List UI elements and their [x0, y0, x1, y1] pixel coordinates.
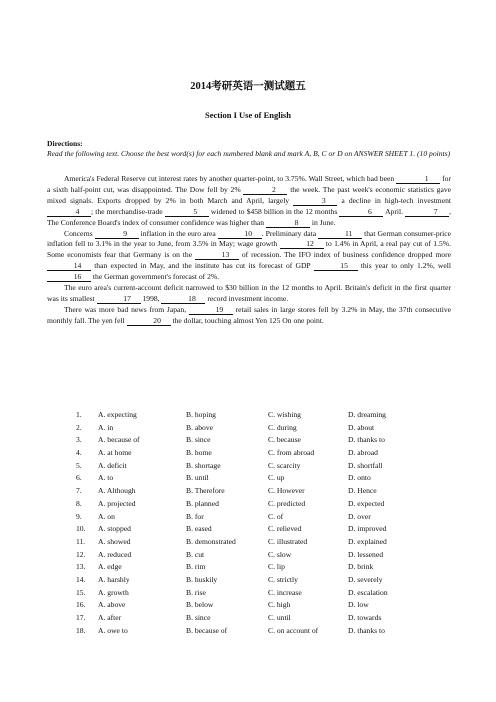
option-number: 10. [76, 524, 86, 534]
passage-text: retail sales in large stores fell by 3.2% in May, the 37th consecutive monthly fall. The yen fell [47, 304, 451, 325]
option-row [76, 549, 408, 562]
option-number: 18. [76, 625, 86, 635]
blank-19: 19 [189, 305, 233, 315]
passage-text: . Preliminary data [261, 228, 319, 238]
option-a: A. growth [98, 587, 129, 597]
option-d: D. thanks to [348, 435, 385, 445]
blank-16: 16 [47, 272, 91, 282]
passage-text: ; the merchandise-trade [91, 206, 165, 216]
option-a: A. projected [98, 498, 136, 508]
option-number: 15. [76, 587, 86, 597]
passage-text: April. [383, 206, 406, 216]
blank-8: 8 [266, 218, 310, 228]
option-b: B. rim [186, 562, 206, 572]
option-b: B. eased [186, 524, 212, 534]
option-c: C. until [268, 613, 291, 622]
blank-1: 1 [396, 174, 440, 184]
option-c: C. on account of [268, 625, 319, 635]
blank-6: 6 [339, 207, 383, 217]
option-row [76, 460, 408, 473]
option-row [76, 574, 408, 587]
blank-11: 11 [318, 229, 362, 239]
option-d: D. towards [348, 613, 382, 622]
passage-text: of recession. The IFO index of business confidence dropped more [238, 250, 451, 260]
option-row [76, 485, 408, 498]
option-number: 5. [76, 460, 82, 470]
passage-text: There was more bad news from Japan, [64, 304, 189, 314]
option-b: B. since [186, 435, 211, 445]
option-c: C. of [268, 511, 284, 521]
passage-text: a decline in high-tech investment [337, 195, 451, 205]
option-row [76, 422, 408, 435]
option-row [76, 498, 408, 511]
option-d: D. improved [348, 524, 387, 534]
passage-text: to 1.4% in April, a real pay cut of 1.5%. Some economists fear that Germany is on the [47, 239, 451, 260]
option-a: A. because of [98, 435, 140, 445]
option-a: A. owe to [98, 625, 128, 635]
page-title: 2014考研英语一测试题五 [190, 81, 306, 92]
option-number: 9. [76, 511, 82, 521]
option-c: C. up [268, 473, 285, 483]
passage-text: widened to $458 billion in the 12 months [208, 206, 340, 216]
blank-15: 15 [314, 261, 358, 271]
option-d: D. explained [348, 536, 387, 546]
option-number: 12. [76, 549, 86, 559]
option-b: B. demonstrated [186, 536, 236, 546]
option-c: C. relieved [268, 524, 302, 534]
option-a: A. showed [98, 536, 131, 546]
blank-14: 14 [47, 261, 91, 271]
passage-text: this year to only 1.2%, well [357, 261, 451, 271]
option-b: B. planned [186, 498, 219, 508]
option-d: D. about [348, 422, 375, 432]
option-d: D. escalation [348, 587, 388, 597]
blank-13: 13 [195, 250, 239, 260]
blank-20: 20 [127, 316, 171, 326]
option-number: 14. [76, 574, 86, 584]
option-row [76, 409, 408, 422]
passage-text: 1998, [140, 293, 162, 303]
option-number: 8. [76, 498, 82, 508]
option-d: D. lessened [348, 549, 384, 559]
option-row [76, 511, 408, 524]
option-a: A. harshly [98, 574, 130, 584]
passage-text: the dollar, touching almost Yen 125 On one point. [170, 315, 324, 325]
option-d: D. abroad [348, 448, 378, 458]
directions-label: Directions: [47, 139, 83, 148]
option-d: D. expected [348, 498, 385, 508]
option-a: A. deficit [98, 460, 127, 470]
option-number: 7. [76, 486, 82, 496]
option-d: D. Hence [348, 486, 377, 496]
option-d: D. over [348, 511, 371, 521]
option-number: 6. [76, 473, 82, 483]
option-b: B. above [186, 422, 213, 432]
option-number: 11. [76, 536, 86, 546]
option-row [76, 587, 408, 600]
blank-10: 10 [218, 229, 262, 239]
passage-text: , The Conference Board's index of consumer confidence was higher than [47, 206, 451, 227]
passage-text: the week. The past week's economic statistics gave mixed signals. Exports dropped by 2% in both March and April, largely [47, 184, 451, 205]
blank-9: 9 [95, 229, 139, 239]
option-d: D. low [348, 600, 369, 610]
option-c: C. because [268, 435, 301, 445]
option-a: A. after [98, 613, 122, 622]
passage-text: that German consumer-price inflation fell to 3.1% in the year to June, from 3.5% in May; wage growth [47, 228, 451, 249]
option-row [76, 447, 408, 460]
option-b: B. until [186, 473, 209, 483]
option-b: B. cut [186, 549, 205, 559]
option-a: A. Although [98, 486, 136, 496]
option-d: D. shortfall [348, 460, 383, 470]
option-d: D. onto [348, 473, 371, 483]
option-c: C. increase [268, 587, 302, 597]
passage-text: in June. [309, 217, 336, 227]
passage-paragraph [47, 283, 451, 305]
passage-paragraph [47, 174, 451, 229]
passage-text: inflation in the euro area [138, 228, 218, 238]
passage-text: the German government's forecast of 2%. [91, 272, 220, 282]
option-row [76, 612, 408, 625]
option-number: 1. [76, 410, 82, 419]
option-c: C. illustrated [268, 536, 308, 546]
option-c: C. wishing [268, 410, 301, 419]
option-a: A. above [98, 600, 126, 610]
option-b: B. hoping [186, 410, 216, 419]
option-c: C. high [268, 600, 291, 610]
option-row [76, 434, 408, 447]
passage-text: Concerns [64, 228, 95, 238]
option-number: 17. [76, 613, 86, 622]
option-row [76, 561, 408, 574]
option-row [76, 536, 408, 549]
option-a: A. expecting [98, 410, 137, 419]
option-c: C. slow [268, 549, 292, 559]
option-b: B. home [186, 448, 212, 458]
passage-text: The euro area's current-account deficit narrowed to $30 billion in the 12 months to April. Britain's deficit in the first quarter was its smallest [47, 283, 451, 303]
option-c: C. scarcity [268, 460, 301, 470]
option-row [76, 625, 408, 638]
passage-text: record investment income. [205, 293, 289, 303]
option-d: D. thanks to [348, 625, 385, 635]
option-a: A. reduced [98, 549, 132, 559]
option-b: B. below [186, 600, 214, 610]
option-d: D. dreaming [348, 410, 386, 419]
cloze-passage [47, 174, 451, 327]
blank-2: 2 [243, 185, 287, 195]
option-c: C. However [268, 486, 305, 496]
blank-18: 18 [161, 294, 205, 304]
option-a: A. stopped [98, 524, 131, 534]
blank-7: 7 [405, 207, 449, 217]
option-number: 13. [76, 562, 86, 572]
option-number: 2. [76, 422, 82, 432]
option-b: B. because of [186, 625, 228, 635]
blank-4: 4 [47, 207, 91, 217]
passage-paragraph [47, 305, 451, 327]
option-row [76, 472, 408, 485]
option-row [76, 523, 408, 536]
blank-3: 3 [293, 196, 337, 206]
option-b: B. for [186, 511, 204, 521]
option-row [76, 599, 408, 612]
passage-text: America's Federal Reserve cut interest rates by another quarter-point, to 3.75%. Wall Street, which had been [64, 174, 397, 183]
option-number: 16. [76, 600, 86, 610]
blank-5: 5 [165, 207, 209, 217]
option-a: A. on [98, 511, 115, 521]
option-c: C. lip [268, 562, 285, 572]
option-number: 3. [76, 435, 82, 445]
option-b: B. huskily [186, 574, 218, 584]
blank-12: 12 [280, 239, 324, 249]
option-b: B. rise [186, 587, 206, 597]
option-number: 4. [76, 448, 82, 458]
option-c: C. during [268, 422, 297, 432]
option-c: C. strictly [268, 574, 298, 584]
option-d: D. brink [348, 562, 374, 572]
passage-text: for a sixth half-point cut, was disappointed. The Dow fell by 2% [47, 174, 451, 194]
option-c: C. predicted [268, 498, 306, 508]
option-b: B. shortage [186, 460, 221, 470]
option-b: B. Therefore [186, 486, 225, 496]
section-heading: Section I Use of English [205, 110, 291, 120]
option-a: A. edge [98, 562, 122, 572]
directions [47, 139, 452, 159]
option-c: C. from abroad [268, 448, 315, 458]
passage-paragraph [47, 229, 451, 284]
option-a: A. at home [98, 448, 132, 458]
answer-options [76, 409, 408, 637]
passage-text: than expected in May, and the institute has cut its forecast of GDP [91, 261, 314, 271]
directions-text: Read the following text. Choose the best word(s) for each numbered blank and mark A, B, C or D on ANSWER SHEET 1. (10 points) [47, 149, 451, 158]
option-a: A. in [98, 422, 114, 432]
option-b: B. since [186, 613, 211, 622]
blank-17: 17 [97, 294, 141, 304]
option-a: A. to [98, 473, 114, 483]
option-d: D. severely [348, 574, 383, 584]
